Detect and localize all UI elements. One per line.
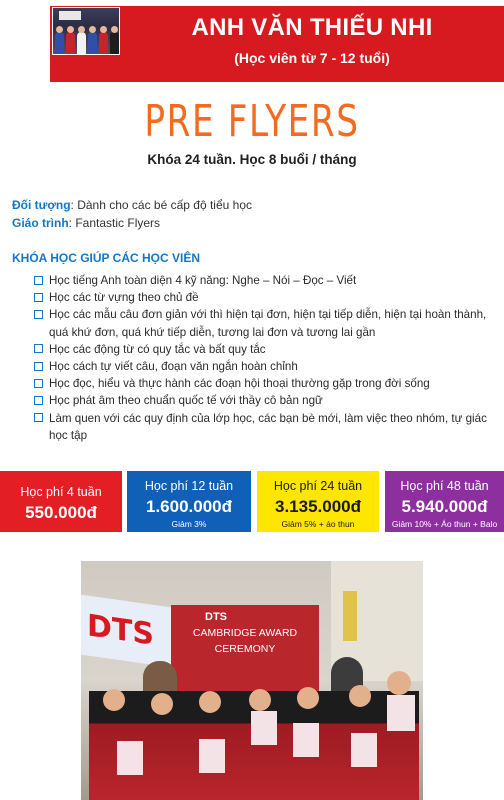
price-card-24-weeks[interactable] — [257, 471, 379, 532]
benefit-text: Học phát âm theo chuẩn quốc tế với thầy cô bản ngữ — [49, 394, 323, 408]
price-label: Học phí 4 tuần — [20, 485, 102, 499]
price-discount: Giảm 3% — [171, 519, 207, 529]
price-label: Học phí 48 tuần — [400, 479, 489, 493]
price-card-4-weeks[interactable] — [0, 471, 122, 532]
checkbox-square-icon — [34, 379, 43, 388]
price-card-12-weeks[interactable] — [127, 471, 251, 532]
student-face — [349, 685, 371, 707]
audience-label: Đối tượng — [12, 198, 71, 212]
student-face — [297, 687, 319, 709]
banner-line-1: CAMBRIDGE AWARD — [192, 627, 298, 639]
list-item — [34, 341, 496, 358]
price-label: Học phí 24 tuần — [273, 479, 363, 493]
list-item — [34, 358, 496, 375]
checkbox-square-icon — [34, 310, 43, 319]
checkbox-square-icon — [34, 276, 43, 285]
banner-logo-text: DTS — [205, 611, 227, 623]
price-amount: 5.940.000đ — [401, 497, 488, 516]
textbook-label: Giáo trình — [12, 216, 69, 230]
student-face — [151, 693, 173, 715]
certificate — [199, 739, 225, 773]
price-label: Học phí 12 tuần — [144, 479, 234, 493]
certificate — [351, 733, 377, 767]
benefit-text: Học các mẫu câu đơn giản với thì hiện tại đơn, hiện tại tiếp diễn, hiện tại hoàn thành, quá khứ đơn, quá khứ tiếp diễn, tương lai đơn và tương lai gần — [49, 308, 487, 339]
price-amount: 3.135.000đ — [274, 497, 361, 516]
student-face — [249, 689, 271, 711]
textbook-line — [12, 216, 160, 230]
list-item — [34, 272, 496, 289]
benefit-text: Làm quen với các quy định của lớp học, các bạn bè mới, làm việc theo nhóm, tự giác học tập — [49, 411, 487, 442]
price-card-48-weeks[interactable] — [385, 471, 504, 532]
audience-value: : Dành cho các bé cấp độ tiểu học — [70, 198, 252, 212]
benefit-text: Học cách tự viết câu, đoạn văn ngắn hoàn chỉnh — [49, 360, 298, 374]
certificate — [387, 695, 415, 731]
course-title: PRE FLYERS — [144, 96, 360, 147]
student-face — [387, 671, 411, 695]
banner-line-2: CEREMONY — [214, 643, 276, 655]
benefit-text: Học các động từ có quy tắc và bất quy tắc — [49, 342, 266, 356]
price-amount: 550.000đ — [25, 503, 97, 522]
checkbox-square-icon — [34, 293, 43, 302]
age-range: (Học viên từ 7 - 12 tuổi) — [234, 50, 390, 66]
page-title: ANH VĂN THIẾU NHI — [191, 14, 433, 41]
checkbox-square-icon — [34, 344, 43, 353]
dts-logo-text: DTS — [87, 608, 154, 653]
certificate — [117, 741, 143, 775]
checkbox-square-icon — [34, 413, 43, 422]
course-schedule: Khóa 24 tuần. Học 8 buổi / tháng — [147, 152, 357, 167]
textbook-value: : Fantastic Flyers — [68, 216, 161, 230]
benefits-list — [34, 272, 496, 444]
student-face — [199, 691, 221, 713]
benefits-heading: KHÓA HỌC GIÚP CÁC HỌC VIÊN — [12, 251, 201, 265]
price-amount: 1.600.000đ — [145, 497, 232, 516]
wall-poster — [343, 591, 357, 641]
checkbox-square-icon — [34, 362, 43, 371]
header-class-photo — [52, 7, 120, 55]
checkbox-square-icon — [34, 396, 43, 405]
list-item — [34, 410, 496, 444]
list-item — [34, 289, 496, 306]
benefit-text: Học đọc, hiểu và thực hành các đoạn hội thoại thường gặp trong đời sống — [49, 377, 430, 391]
list-item — [34, 392, 496, 409]
award-ceremony-photo — [81, 561, 423, 800]
price-discount: Giảm 10% + Áo thun + Balo — [391, 519, 498, 529]
certificate — [251, 711, 277, 745]
audience-line — [12, 198, 252, 212]
certificate — [293, 723, 319, 757]
price-discount: Giảm 5% + áo thun — [281, 519, 355, 529]
student-face — [103, 689, 125, 711]
list-item — [34, 306, 496, 340]
benefit-text: Học các từ vựng theo chủ đề — [49, 291, 199, 305]
benefit-text: Học tiếng Anh toàn diện 4 kỹ năng: Nghe – Nói – Đọc – Viết — [49, 274, 357, 287]
list-item — [34, 375, 496, 392]
